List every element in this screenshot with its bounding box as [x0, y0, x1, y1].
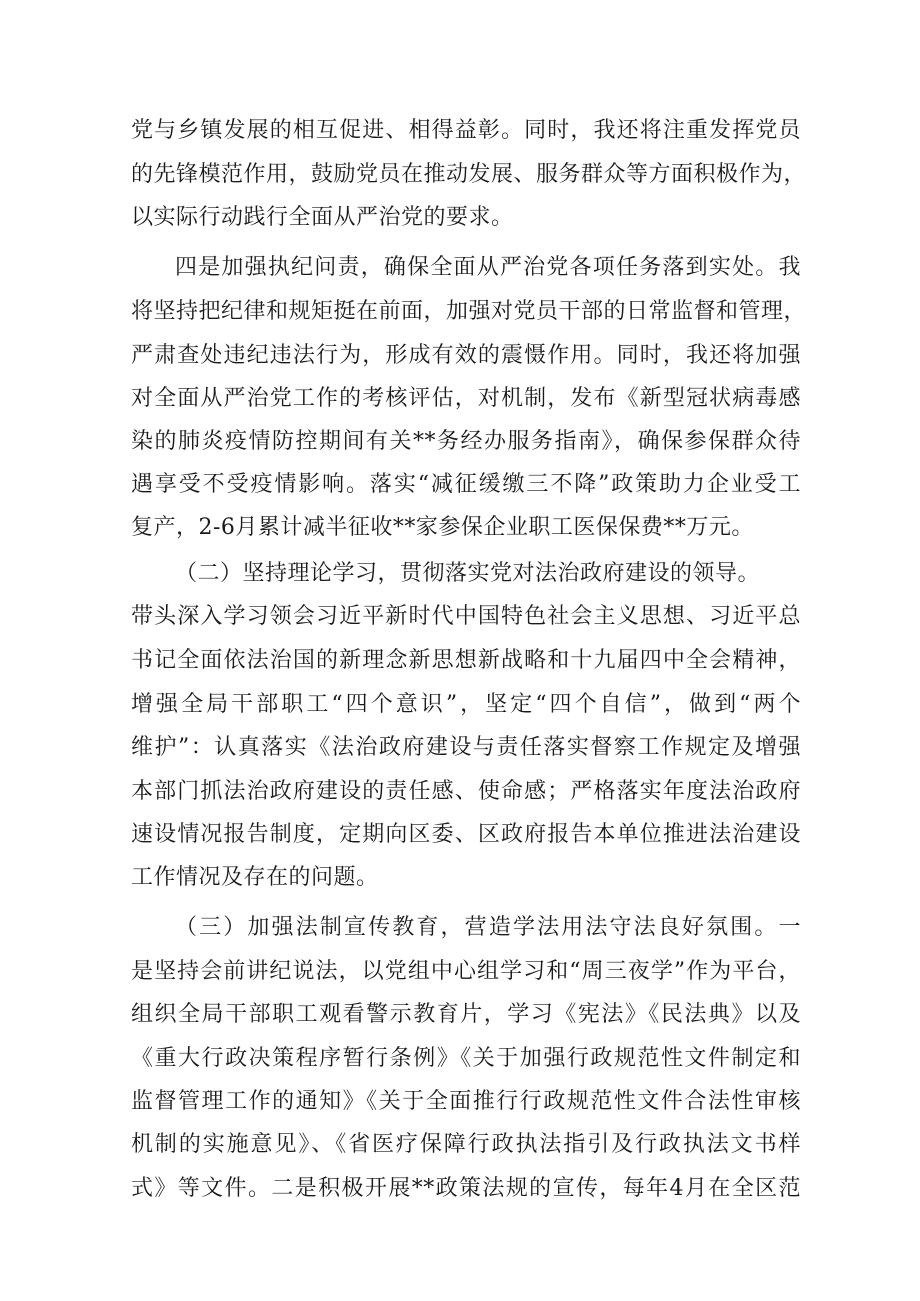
text-line: 监督管理工作的通知》《关于全面推行行政规范性文件合法性审核	[131, 1089, 801, 1114]
text-line: 四是加强执纪问责，确保全面从严治党各项任务落到实处。我	[175, 255, 801, 280]
text-line: 本部门抓法治政府建设的责任感、使命感；严格落实年度法治政府	[131, 779, 801, 804]
text-line: 工作情况及存在的问题。	[131, 865, 379, 890]
text-line: 染的肺炎疫情防控期间有关**务经办服务指南》，确保参保群众待	[131, 429, 801, 454]
text-line: 对全面从严治党工作的考核评估，对机制，发布《新型冠状病毒感	[131, 386, 801, 411]
text-line: 式》等文件。二是积极开展**政策法规的宣传，每年4月在全区范	[131, 1176, 801, 1201]
text-line: 遇享受不受疫情影响。落实“减征缓缴三不降”政策助力企业受工	[131, 472, 801, 497]
text-line: （二）坚持理论学习，贯彻落实党对法治政府建设的领导。	[175, 561, 761, 586]
text-line: 《重大行政决策程序暂行条例》《关于加强行政规范性文件制定和	[131, 1046, 801, 1071]
text-line: 的先锋模范作用，鼓励党员在推动发展、服务群众等方面积极作为，	[131, 162, 807, 187]
text-line: 书记全面依法治国的新理念新思想新战略和十九届四中全会精神，	[131, 648, 801, 673]
text-line: 复产，2-6月累计减半征收**家参保企业职工医保保费**万元。	[131, 515, 754, 540]
text-line: 组织全局干部职工观看警示教育片，学习《宪法》《民法典》以及	[131, 1002, 801, 1027]
text-line: （三）加强法制宣传教育，营造学法用法守法良好氛围。一	[175, 915, 801, 940]
text-line: 党与乡镇发展的相互促进、相得益彰。同时，我还将注重发挥党员	[131, 118, 801, 143]
text-line: 严肃查处违纪违法行为，形成有效的震慑作用。同时，我还将加强	[131, 343, 801, 368]
text-line: 速设情况报告制度，定期向区委、区政府报告本单位推进法治建设	[131, 822, 801, 847]
text-line: 维护”：认真落实《法治政府建设与责任落实督察工作规定及增强	[131, 735, 801, 760]
text-line: 增强全局干部职工“四个意识”，坚定“四个自信”，做到“两个	[131, 692, 801, 717]
text-line: 将坚持把纪律和规矩挺在前面，加强对党员干部的日常监督和管理，	[131, 299, 807, 324]
text-line: 带头深入学习领会习近平新时代中国特色社会主义思想、习近平总	[131, 604, 801, 629]
text-line: 以实际行动践行全面从严治党的要求。	[131, 205, 514, 230]
text-line: 是坚持会前讲纪说法，以党组中心组学习和“周三夜学”作为平台，	[131, 959, 801, 984]
text-line: 机制的实施意见》、《省医疗保障行政执法指引及行政执法文书样	[131, 1132, 801, 1157]
